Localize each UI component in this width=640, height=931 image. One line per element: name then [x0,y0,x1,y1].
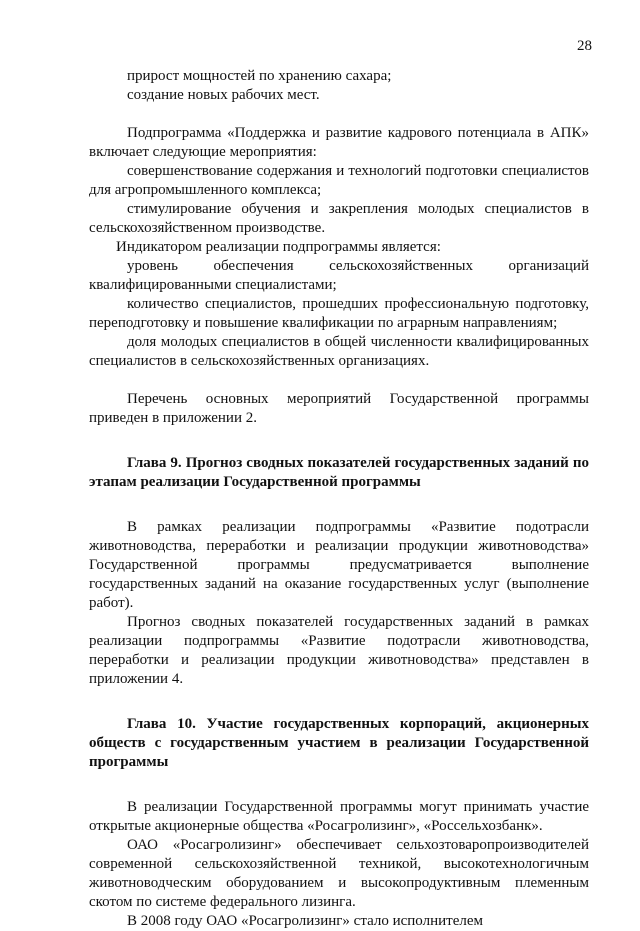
paragraph: В рамках реализации подпрограммы «Развитие подотрасли животноводства, переработки и реализации продукции животноводства» Государственной программы предусматривается выполнение государственных заданий на оказание государственных услуг (выполнение работ). [89,519,589,611]
list-item: совершенствование содержания и технологий подготовки специалистов для агропромышленного комплекса; [89,163,589,198]
list-item: доля молодых специалистов в общей численности квалифицированных специалистов в сельскохозяйственных организациях. [89,334,589,369]
paragraph: Перечень основных мероприятий Государственной программы приведен в приложении 2. [89,391,589,426]
list-item: количество специалистов, прошедших профессиональную подготовку, переподготовку и повышение квалификации по аграрным направлениям; [89,296,589,331]
paragraph: Подпрограмма «Поддержка и развитие кадрового потенциала в АПК» включает следующие мероприятия: [89,125,589,160]
paragraph: Прогноз сводных показателей государственных заданий в рамках реализации подпрограммы «Развитие подотрасли животноводства, переработки и реализации продукции животноводства» представлен в приложении 4. [89,614,589,687]
paragraph: В 2008 году ОАО «Росагролизинг» стало исполнителем [127,913,484,929]
paragraph: В реализации Государственной программы могут принимать участие открытые акционерные общества «Росагролизинг», «Россельхозбанк». [89,799,589,834]
paragraph: Индикатором реализации подпрограммы является: [116,239,441,255]
chapter-heading: Глава 9. Прогноз сводных показателей государственных заданий по этапам реализации Государственной программы [89,455,589,490]
paragraph: прирост мощностей по хранению сахара; [127,68,392,84]
list-item: уровень обеспечения сельскохозяйственных организаций квалифицированными специалистами; [89,258,589,293]
page-number: 28 [577,38,592,54]
page-content [89,67,589,931]
chapter-heading: Глава 10. Участие государственных корпораций, акционерных обществ с государственным участием в реализации Государственной программы [89,716,589,770]
paragraph: создание новых рабочих мест. [127,87,320,103]
list-item: стимулирование обучения и закрепления молодых специалистов в сельскохозяйственном производстве. [89,201,589,236]
paragraph: ОАО «Росагролизинг» обеспечивает сельхозтоваропроизводителей современной сельскохозяйственной техникой, высокотехнологичным животноводческим оборудованием и высокопродуктивным племенным скотом по системе федерального лизинга. [89,837,589,910]
